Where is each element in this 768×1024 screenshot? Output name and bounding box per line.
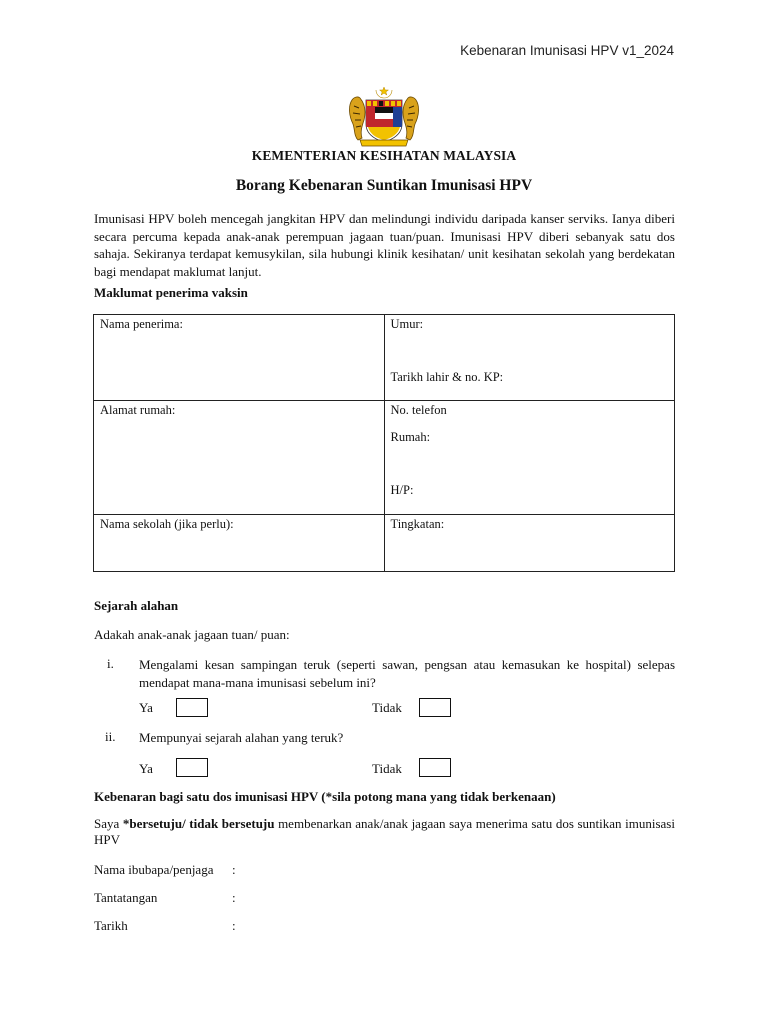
age-dob-field[interactable] [384, 315, 675, 401]
consent-section-title: Kebenaran bagi satu dos imunisasi HPV (*sila potong mana yang tidak berkenaan) [94, 789, 556, 804]
grade-label: Tingkatan: [390, 517, 445, 531]
parent-name-label: Nama ibubapa/penjaga [94, 862, 214, 877]
mobile-phone-label: H/P: [390, 483, 414, 497]
school-name-field[interactable] [94, 515, 385, 572]
consent-choice[interactable]: *bersetuju/ tidak bersetuju [122, 816, 275, 831]
home-address-label: Alamat rumah: [100, 403, 176, 417]
date-label: Tarikh [94, 918, 128, 933]
recipient-name-field[interactable] [94, 315, 385, 401]
age-label: Umur: [390, 317, 424, 331]
question-1-no-label: Tidak [372, 700, 402, 715]
intro-paragraph: Imunisasi HPV boleh mencegah jangkitan HPV dan melindungi individu daripada kanser serviks. Ianya diberi secara percuma kepada anak-anak perempuan jagaan tuan/puan. Imunisasi HPV diberi sebanyak satu dos sahaja. Sekiranya terdapat kemusykilan, sila hubungi klinik kesihatan/ unit kesihatan sekolah yang berdekatan bagi mendapat maklumat lanjut. [94, 211, 675, 279]
question-1-yes-label: Ya [139, 700, 153, 715]
question-1-number: i. [107, 656, 114, 671]
question-2-yes-label: Ya [139, 761, 153, 776]
document-reference: Kebenaran Imunisasi HPV v1_2024 [460, 43, 674, 58]
question-1-text: Mengalami kesan sampingan teruk (seperti sawan, pengsan atau kemasukan ke hospital) selepas mendapat mana-mana imunisasi sebelum ini? [139, 657, 675, 690]
recipient-info-table [93, 314, 675, 572]
home-address-field[interactable] [94, 401, 385, 515]
date-colon[interactable]: : [232, 918, 236, 933]
signature-label: Tantatangan [94, 890, 158, 905]
form-title: Borang Kebenaran Suntikan Imunisasi HPV [235, 177, 533, 194]
ministry-name: KEMENTERIAN KESIHATAN MALAYSIA [251, 148, 517, 163]
recipient-section-title: Maklumat penerima vaksin [94, 285, 248, 300]
phone-label: No. telefon [390, 403, 447, 417]
allergy-section-title: Sejarah alahan [94, 598, 179, 613]
question-2-no-label: Tidak [372, 761, 402, 776]
question-2-text: Mempunyai sejarah alahan yang teruk? [139, 730, 344, 745]
question-1-no-checkbox[interactable] [419, 698, 451, 717]
home-phone-label: Rumah: [390, 430, 431, 444]
consent-statement [94, 816, 675, 848]
allergy-prompt: Adakah anak-anak jagaan tuan/ puan: [94, 627, 290, 642]
consent-suffix: membenarkan anak/anak jagaan saya menerima satu dos suntikan imunisasi HPV [94, 816, 675, 847]
question-1-yes-checkbox[interactable] [176, 698, 208, 717]
signature-colon[interactable]: : [232, 890, 236, 905]
dob-ic-label: Tarikh lahir & no. KP: [390, 370, 504, 384]
grade-field[interactable] [384, 515, 675, 572]
school-name-label: Nama sekolah (jika perlu): [100, 517, 234, 531]
phone-field[interactable] [384, 401, 675, 515]
question-2-yes-checkbox[interactable] [176, 758, 208, 777]
malaysia-coat-of-arms-icon [346, 86, 422, 148]
question-2-number: ii. [105, 729, 116, 744]
recipient-name-label: Nama penerima: [100, 317, 183, 331]
question-2-no-checkbox[interactable] [419, 758, 451, 777]
consent-prefix: Saya [94, 816, 123, 831]
parent-name-colon[interactable]: : [232, 862, 236, 877]
